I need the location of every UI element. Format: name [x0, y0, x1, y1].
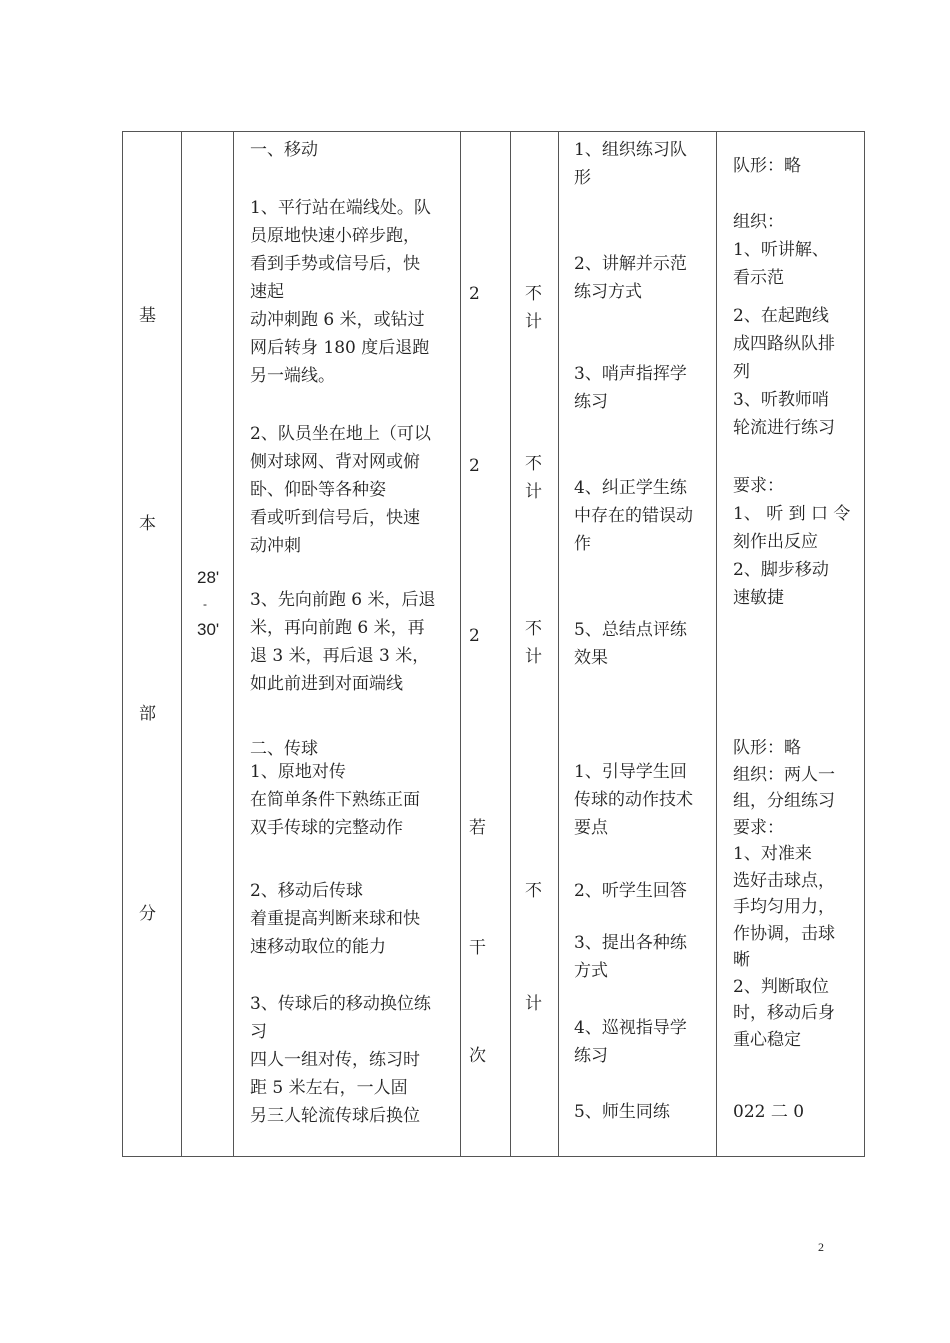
column-divider — [181, 132, 182, 1156]
teacher-activity: 4、巡视指导学 练习 — [574, 1018, 687, 1066]
section-label-char: 本 — [139, 514, 156, 534]
intensity-value: 不 — [525, 881, 542, 901]
exercise-pass-3: 3、传球后的移动换位练 习 四人一组对传，练习时 距 5 米左右，一人固 另三人轮流传球后换位 — [250, 994, 431, 1126]
column-divider — [510, 132, 511, 1156]
teacher-activity: 1、组织练习队 形 — [574, 140, 687, 188]
intensity-value: 不 计 — [525, 619, 542, 667]
column-divider — [460, 132, 461, 1156]
organization-note: 要求： 1、 听 到 口 令 刻作出反应 2、脚步移动 速敏捷 — [733, 476, 851, 608]
column-divider — [233, 132, 234, 1156]
column-divider — [558, 132, 559, 1156]
teacher-activity: 2、讲解并示范 练习方式 — [574, 254, 687, 302]
exercise-move-1: 1、平行站在端线处。队 员原地快速小碎步跑， 看到手势或信号后，快 速起 动冲刺跑 6 米，或钻过 网后转身 180 度后退跑 另一端线。 — [250, 198, 431, 386]
section-label-char: 部 — [139, 704, 156, 724]
count-value: 若 — [469, 818, 486, 838]
organization-note: 队形：略 组织：两人一 组，分组练习 要求： 1、对准来 选好击球点， 手均匀用力， 作协调，击球 晰 2、判断取位 时，移动后身 重心稳定 — [733, 738, 835, 1050]
time-start: 28' — [197, 568, 220, 587]
exercise-pass-1: 1、原地对传 在简单条件下熟练正面 双手传球的完整动作 — [250, 762, 420, 838]
organization-note: 2、在起跑线 成四路纵队排 列 3、听教师哨 轮流进行练习 — [733, 306, 835, 438]
exercise-move-2: 2、队员坐在地上（可以 侧对球网、背对网或俯 卧、仰卧等各种姿 看或听到信号后，快速 动冲刺 — [250, 424, 431, 556]
section-label-char: 分 — [139, 904, 156, 924]
teacher-activity: 3、哨声指挥学 练习 — [574, 364, 687, 412]
count-value: 2 — [469, 284, 480, 304]
column-divider — [716, 132, 717, 1156]
organization-note: 022 二 0 — [733, 1102, 805, 1122]
organization-note: 队形：略 — [733, 156, 801, 176]
intensity-value: 不 计 — [525, 284, 542, 332]
lesson-plan-table — [122, 131, 865, 1157]
intensity-value: 计 — [525, 994, 542, 1014]
time-end: 30' — [197, 620, 220, 639]
section-label-char: 基 — [139, 306, 156, 326]
time-separator: - — [203, 597, 207, 611]
count-value: 干 — [469, 938, 486, 958]
count-value: 2 — [469, 456, 480, 476]
teacher-activity: 5、总结点评练 效果 — [574, 620, 687, 668]
page-number: 2 — [818, 1240, 824, 1254]
intensity-value: 不 计 — [525, 454, 542, 502]
organization-note: 组织： 1、听讲解、 看示范 — [733, 212, 829, 288]
teacher-activity: 2、听学生回答 — [574, 881, 687, 901]
teacher-activity: 4、纠正学生练 中存在的错误动 作 — [574, 478, 693, 554]
section-title-move: 一、移动 — [250, 140, 318, 160]
section-title-pass: 二、传球 — [250, 739, 318, 759]
teacher-activity: 5、师生同练 — [574, 1102, 670, 1122]
count-value: 次 — [469, 1046, 486, 1066]
count-value: 2 — [469, 626, 480, 646]
exercise-move-3: 3、先向前跑 6 米，后退 米，再向前跑 6 米，再 退 3 米，再后退 3 米， 如此前进到对面端线 — [250, 590, 436, 694]
teacher-activity: 3、提出各种练 方式 — [574, 933, 687, 981]
teacher-activity: 1、引导学生回 传球的动作技术 要点 — [574, 762, 693, 838]
exercise-pass-2: 2、移动后传球 着重提高判断来球和快 速移动取位的能力 — [250, 881, 420, 957]
